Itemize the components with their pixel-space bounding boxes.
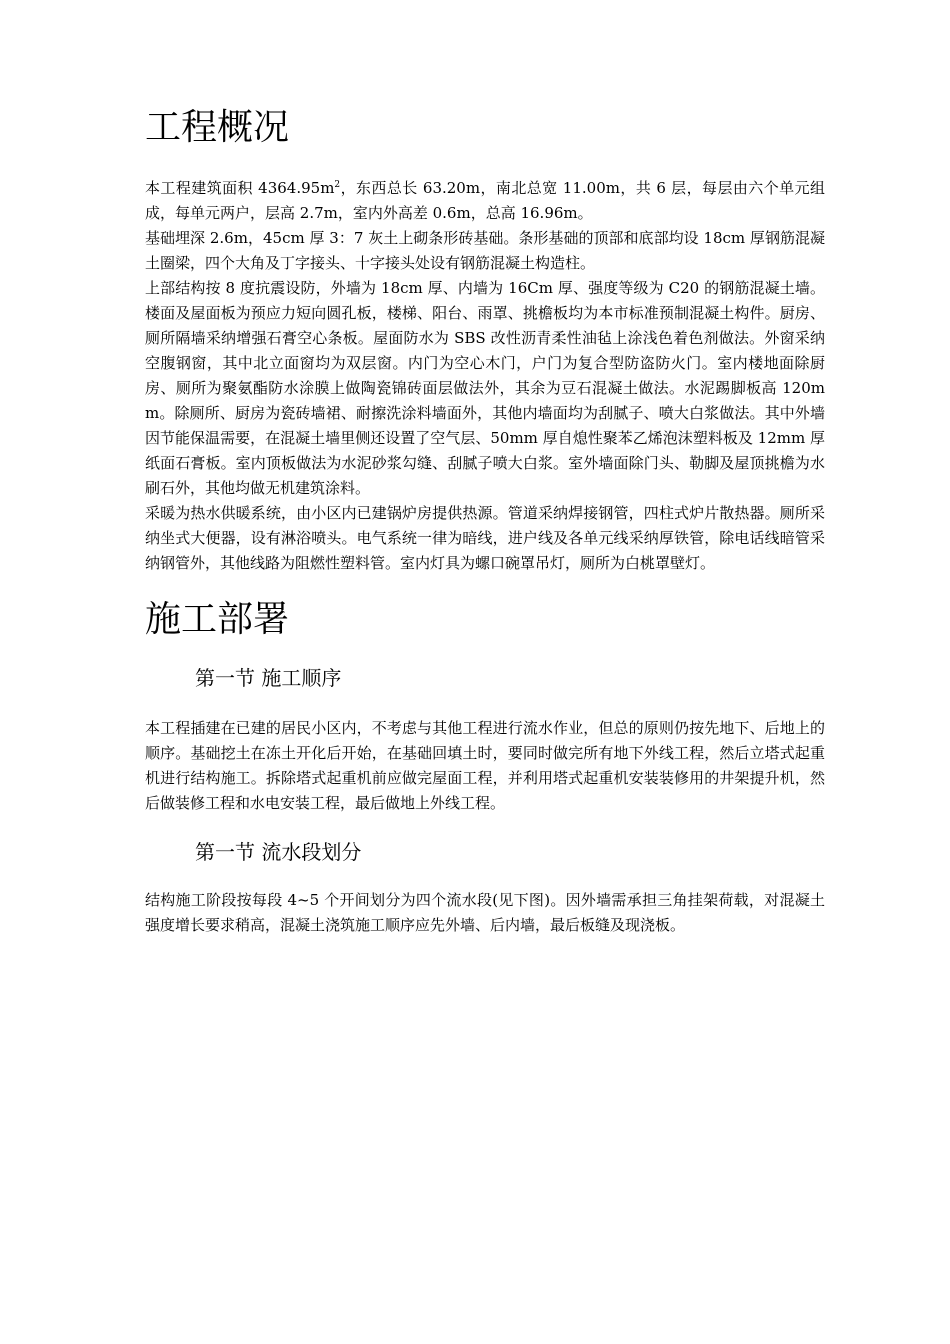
section-title-project-overview: 工程概况	[145, 107, 290, 148]
superscript-squared: 2	[334, 180, 341, 190]
paragraph-flow-segment: 结构施工阶段按每段 4~5 个开间划分为四个流水段(见下图)。因外墙需承担三角挂架荷载，对混凝土强度增长要求稍高，混凝土浇筑施工顺序应先外墙、后内墙，最后板缝及现浇板。	[145, 891, 825, 934]
section-title-construction-deployment: 施工部署	[145, 599, 290, 640]
subsection-title-construction-sequence: 第一节 施工顺序	[195, 666, 342, 690]
subsection-title-flow-segment: 第一节 流水段划分	[195, 840, 362, 864]
paragraph-building-area-part1: 本工程建筑面积 4364.95m	[145, 179, 335, 197]
paragraph-foundation: 基础埋深 2.6m，45cm 厚 3：7 灰土上砌条形砖基础。条形基础的顶部和底部均设 18cm 厚钢筋混凝土圈梁，四个大角及丁字接头、十字接头处设有钢筋混凝土构造柱。	[145, 229, 825, 272]
paragraph-heating-electrical: 采暖为热水供暖系统，由小区内已建锅炉房提供热源。管道采纳焊接钢管，四柱式炉片散热器。厕所采纳坐式大便器，设有淋浴喷头。电气系统一律为暗线，进户线及各单元线采纳厚铁管，除电话线暗管采纳钢管外，其他线路为阻燃性塑料管。室内灯具为螺口碗罩吊灯，厕所为白桃罩壁灯。	[145, 504, 825, 572]
paragraph-building-area	[145, 176, 825, 226]
paragraph-superstructure: 上部结构按 8 度抗震设防，外墙为 18cm 厚、内墙为 16Cm 厚、强度等级为 C20 的钢筋混凝土墙。楼面及屋面板为预应力短向圆孔板，楼梯、阳台、雨罩、挑檐板均为本市标准预制混凝土构件。厨房、厕所隔墙采纳增强石膏空心条板。屋面防水为 SBS 改性沥青柔性油毡上涂浅色着色剂做法。外窗采纳空腹钢窗，其中北立面窗均为双层窗。内门为空心木门，户门为复合型防盗防火门。室内楼地面除厨房、厕所为聚氨酯防水涂膜上做陶瓷锦砖面层做法外，其余为豆石混凝土做法。水泥踢脚板高 120mm。除厕所、厨房为瓷砖墙裙、耐擦洗涂料墙面外，其他内墙面均为刮腻子、喷大白浆做法。其中外墙因节能保温需要，在混凝土墙里侧还设置了空气层、50mm 厚自熄性聚苯乙烯泡沫塑料板及 12mm 厚纸面石膏板。室内顶板做法为水泥砂浆勾缝、刮腻子喷大白浆。室外墙面除门头、勒脚及屋顶挑檐为水刷石外，其他均做无机建筑涂料。	[145, 279, 825, 497]
paragraph-building-area-part2: ，东西总长 63.20m，南北总宽 11.00m，共 6 层，每层由六个单元组成，每单元两户，层高 2.7m，室内外高差 0.6m，总高 16.96m。	[145, 179, 825, 222]
document-content	[145, 102, 825, 938]
paragraph-construction-sequence: 本工程插建在已建的居民小区内，不考虑与其他工程进行流水作业，但总的原则仍按先地下、后地上的顺序。基础挖土在冻土开化后开始，在基础回填土时，要同时做完所有地下外线工程，然后立塔式起重机进行结构施工。拆除塔式起重机前应做完屋面工程，并利用塔式起重机安装装修用的井架提升机，然后做装修工程和水电安装工程，最后做地上外线工程。	[145, 719, 825, 812]
